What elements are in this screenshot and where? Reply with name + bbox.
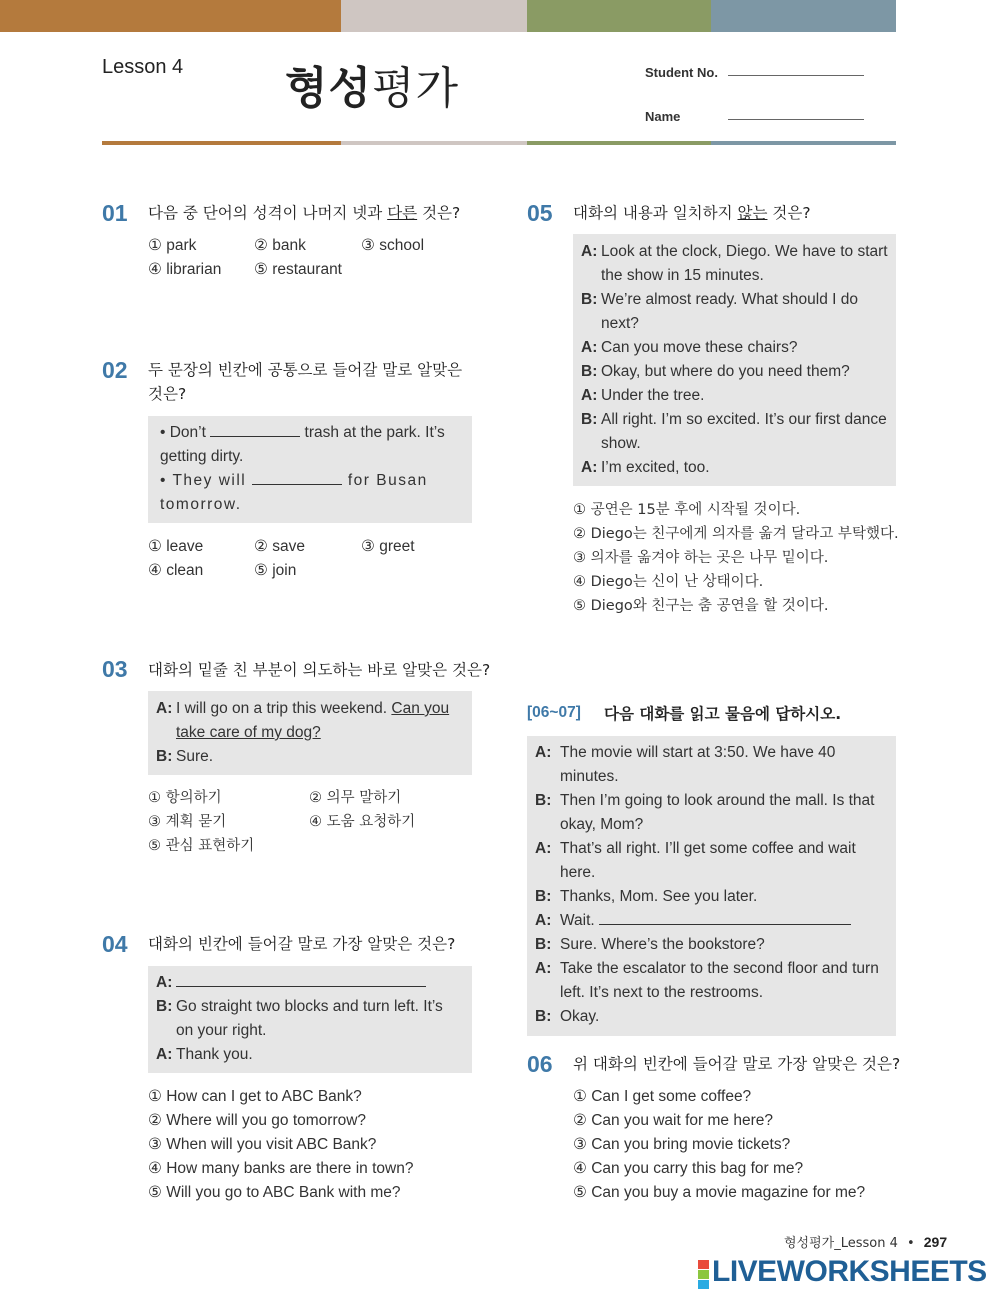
speaker-label: A: bbox=[156, 1046, 173, 1063]
q0607-dialogue-line bbox=[535, 1005, 888, 1029]
q02-option-5[interactable]: ⑤ join bbox=[254, 562, 297, 579]
q01-option-3[interactable]: ③ school bbox=[361, 237, 425, 254]
q05-text-before: 대화의 내용과 일치하지 bbox=[573, 204, 738, 222]
question-03-text: 대화의 밑줄 친 부분이 의도하는 바로 알맞은 것은? bbox=[148, 661, 491, 679]
title-light: 평가 bbox=[372, 63, 460, 114]
q05-dialogue-line bbox=[581, 408, 888, 456]
header-line-grey bbox=[341, 141, 527, 145]
q04-line-3-text: Thank you. bbox=[176, 1046, 253, 1063]
q06-option-3[interactable]: ③ Can you bring movie tickets? bbox=[573, 1136, 791, 1153]
q0607-dialogue-box bbox=[527, 736, 896, 1036]
speaker-label: A: bbox=[156, 700, 173, 717]
question-range-06-07: [06~07] bbox=[527, 704, 581, 721]
title-bold: 형성 bbox=[285, 63, 373, 114]
q02-sentence-2 bbox=[160, 469, 462, 517]
question-number-06: 06 bbox=[527, 1051, 553, 1077]
q04-option-5[interactable]: ⑤ Will you go to ABC Bank with me? bbox=[148, 1184, 401, 1201]
q0607-dialogue-line bbox=[535, 789, 888, 837]
speaker-label: A: bbox=[581, 243, 598, 260]
q04-dialogue-line-2 bbox=[156, 995, 464, 1043]
speaker-label: A: bbox=[581, 459, 598, 476]
dialogue-text: We’re almost ready. What should I do next? bbox=[601, 291, 859, 332]
dialogue-text: That’s all right. I’ll get some coffee and wait here. bbox=[560, 840, 856, 881]
top-bar-blue bbox=[711, 0, 896, 32]
question-number-04: 04 bbox=[102, 931, 128, 957]
q05-option-4[interactable]: ④ Diego는 신이 난 상태이다. bbox=[573, 574, 764, 590]
question-06-text: 위 대화의 빈칸에 들어갈 말로 가장 알맞은 것은? bbox=[573, 1055, 901, 1073]
dialogue-text: Then I’m going to look around the mall. Is that okay, Mom? bbox=[560, 792, 875, 833]
speaker-label: B: bbox=[581, 291, 598, 308]
dialogue-text: Take the escalator to the second floor and turn left. It’s next to the restrooms. bbox=[560, 960, 879, 1001]
q03-line-1-plain: I will go on a trip this weekend. bbox=[176, 700, 392, 717]
question-02-text: 두 문장의 빈칸에 공통으로 들어갈 말로 알맞은 것은? bbox=[148, 361, 463, 403]
question-01-text bbox=[148, 201, 460, 225]
speaker-label: B: bbox=[581, 363, 598, 380]
q04-option-2[interactable]: ② Where will you go tomorrow? bbox=[148, 1112, 367, 1129]
q04-dialogue-box bbox=[148, 966, 472, 1073]
q05-dialogue-line bbox=[581, 360, 888, 384]
page-footer bbox=[784, 1232, 947, 1251]
name-label: Name bbox=[645, 109, 681, 124]
q04-dialogue-line-1 bbox=[156, 971, 464, 995]
q02-sentence-2-end: for Busan tomorrow. bbox=[160, 472, 428, 513]
speaker-label: B: bbox=[535, 936, 552, 953]
q05-dialogue-line bbox=[581, 336, 888, 360]
speaker-label: A: bbox=[581, 339, 598, 356]
question-number-05: 05 bbox=[527, 200, 553, 226]
q05-text-after: 것은? bbox=[767, 204, 811, 222]
speaker-label: A: bbox=[581, 387, 598, 404]
q06-option-5[interactable]: ⑤ Can you buy a movie magazine for me? bbox=[573, 1184, 866, 1201]
name-field[interactable] bbox=[728, 119, 864, 120]
speaker-label: B: bbox=[535, 1008, 552, 1025]
top-bar-grey bbox=[341, 0, 527, 32]
q02-sentence-1 bbox=[160, 421, 462, 469]
student-no-field[interactable] bbox=[728, 75, 864, 76]
q03-dialogue-line-2 bbox=[156, 745, 464, 769]
q02-sentence-1-start: • Don’t bbox=[160, 424, 206, 441]
q03-line-2-text: Sure. bbox=[176, 748, 214, 765]
q05-dialogue-line bbox=[581, 240, 888, 288]
q01-text-underlined: 다른 bbox=[387, 204, 418, 222]
q05-option-2[interactable]: ② Diego는 친구에게 의자를 옮겨 달라고 부탁했다. bbox=[573, 526, 899, 542]
q03-option-2[interactable]: ② 의무 말하기 bbox=[309, 790, 402, 806]
dialogue-text: I’m excited, too. bbox=[601, 459, 710, 476]
dialogue-text: Look at the clock, Diego. We have to start the show in 15 minutes. bbox=[601, 243, 888, 284]
q03-option-5[interactable]: ⑤ 관심 표현하기 bbox=[148, 838, 255, 854]
top-bar-brown bbox=[0, 0, 341, 32]
question-06-07-instruction: 다음 대화를 읽고 물음에 답하시오. bbox=[604, 705, 842, 723]
footer-text: 형성평가_Lesson 4 bbox=[784, 1236, 898, 1251]
q02-sentence-1-end: trash at the park. It’s getting dirty. bbox=[160, 424, 445, 465]
q01-option-2[interactable]: ② bank bbox=[254, 237, 306, 254]
q03-line-1-text bbox=[176, 697, 464, 745]
dialogue-text: Thanks, Mom. See you later. bbox=[560, 888, 758, 905]
question-number-02: 02 bbox=[102, 357, 128, 383]
q02-blank-1[interactable] bbox=[210, 421, 300, 437]
q03-option-1[interactable]: ① 항의하기 bbox=[148, 790, 222, 806]
q02-blank-2[interactable] bbox=[252, 469, 342, 485]
dialogue-text: Sure. Where’s the bookstore? bbox=[560, 936, 765, 953]
header-line-blue bbox=[711, 141, 896, 145]
liveworksheets-logo-icon bbox=[698, 1260, 709, 1290]
header-line-green bbox=[527, 141, 711, 145]
speaker-label: A: bbox=[535, 840, 552, 857]
header-line-brown bbox=[102, 141, 341, 145]
q0607-dialogue-line bbox=[535, 957, 888, 1005]
q05-option-5[interactable]: ⑤ Diego와 친구는 춤 공연을 할 것이다. bbox=[573, 598, 829, 614]
speaker-label: A: bbox=[535, 960, 552, 977]
question-number-01: 01 bbox=[102, 200, 128, 226]
speaker-label: B: bbox=[581, 411, 598, 428]
q01-text-before: 다음 중 단어의 성격이 나머지 넷과 bbox=[148, 204, 388, 222]
q02-option-3[interactable]: ③ greet bbox=[361, 538, 415, 555]
speaker-label: B: bbox=[535, 792, 552, 809]
dialogue-text: The movie will start at 3:50. We have 40 minutes. bbox=[560, 744, 836, 785]
q05-dialogue-box bbox=[573, 234, 896, 486]
q05-dialogue-line bbox=[581, 456, 888, 480]
q06-option-2[interactable]: ② Can you wait for me here? bbox=[573, 1112, 773, 1129]
q0607-dialogue-line bbox=[535, 837, 888, 885]
q04-answer-blank[interactable] bbox=[176, 971, 426, 987]
q03-dialogue-box bbox=[148, 691, 472, 775]
speaker-label: A: bbox=[535, 744, 552, 761]
q01-option-1[interactable]: ① park bbox=[148, 237, 197, 254]
q02-sentence-2-start: • They will bbox=[160, 472, 247, 489]
q01-option-4[interactable]: ④ librarian bbox=[148, 261, 222, 278]
q02-option-4[interactable]: ④ clean bbox=[148, 562, 204, 579]
q04-dialogue-line-3 bbox=[156, 1043, 464, 1067]
q04-option-3[interactable]: ③ When will you visit ABC Bank? bbox=[148, 1136, 377, 1153]
q0607-dialogue-line bbox=[535, 885, 888, 909]
q03-line-1-underlined: Can you take care of my dog? bbox=[176, 700, 450, 741]
speaker-label: B: bbox=[535, 888, 552, 905]
q05-dialogue-line bbox=[581, 288, 888, 336]
q0607-wait-line bbox=[560, 909, 888, 933]
q04-option-4[interactable]: ④ How many banks are there in town? bbox=[148, 1160, 414, 1177]
q01-option-5[interactable]: ⑤ restaurant bbox=[254, 261, 342, 278]
speaker-label: A: bbox=[156, 974, 173, 991]
q01-text-after: 것은? bbox=[417, 204, 461, 222]
dialogue-text: All right. I’m so excited. It’s our first dance show. bbox=[601, 411, 887, 452]
q05-dialogue-line bbox=[581, 384, 888, 408]
q0607-dialogue-line bbox=[535, 909, 888, 933]
dialogue-text: Under the tree. bbox=[601, 387, 705, 404]
q04-line-1-text bbox=[176, 971, 464, 995]
lesson-label: Lesson 4 bbox=[102, 56, 184, 78]
speaker-label: B: bbox=[156, 748, 173, 765]
q02-sentence-box bbox=[148, 416, 472, 523]
student-no-label: Student No. bbox=[645, 65, 718, 80]
q06-option-4[interactable]: ④ Can you carry this bag for me? bbox=[573, 1160, 804, 1177]
top-bar-green bbox=[527, 0, 711, 32]
question-number-03: 03 bbox=[102, 656, 128, 682]
dialogue-text: Can you move these chairs? bbox=[601, 339, 798, 356]
speaker-label: A: bbox=[535, 912, 552, 929]
page-number: 297 bbox=[923, 1234, 948, 1250]
q04-option-1[interactable]: ① How can I get to ABC Bank? bbox=[148, 1088, 362, 1105]
liveworksheets-logo[interactable]: LIVEWORKSHEETS bbox=[712, 1255, 987, 1288]
q03-option-3[interactable]: ③ 계획 묻기 bbox=[148, 814, 227, 830]
q02-option-2[interactable]: ② save bbox=[254, 538, 305, 555]
page-title bbox=[285, 52, 459, 116]
q03-dialogue-line-1 bbox=[156, 697, 464, 745]
q06-answer-blank[interactable] bbox=[599, 909, 851, 925]
question-04-text: 대화의 빈칸에 들어갈 말로 가장 알맞은 것은? bbox=[148, 935, 456, 953]
q05-text-underlined: 않는 bbox=[737, 204, 768, 222]
q03-option-4[interactable]: ④ 도움 요청하기 bbox=[309, 814, 416, 830]
q05-option-1[interactable]: ① 공연은 15분 후에 시작될 것이다. bbox=[573, 502, 801, 518]
q0607-dialogue-line bbox=[535, 741, 888, 789]
q0607-dialogue-line bbox=[535, 933, 888, 957]
dialogue-text: Okay, but where do you need them? bbox=[601, 363, 850, 380]
dialogue-text: Wait. bbox=[560, 912, 595, 929]
question-05-text bbox=[573, 201, 811, 225]
q02-option-1[interactable]: ① leave bbox=[148, 538, 204, 555]
q06-option-1[interactable]: ① Can I get some coffee? bbox=[573, 1088, 752, 1105]
speaker-label: B: bbox=[156, 998, 173, 1015]
q05-option-3[interactable]: ③ 의자를 옮겨야 하는 곳은 나무 밑이다. bbox=[573, 550, 829, 566]
dialogue-text: Okay. bbox=[560, 1008, 600, 1025]
footer-bullet: • bbox=[906, 1236, 915, 1251]
q04-line-2-text: Go straight two blocks and turn left. It’s on your right. bbox=[176, 998, 443, 1039]
